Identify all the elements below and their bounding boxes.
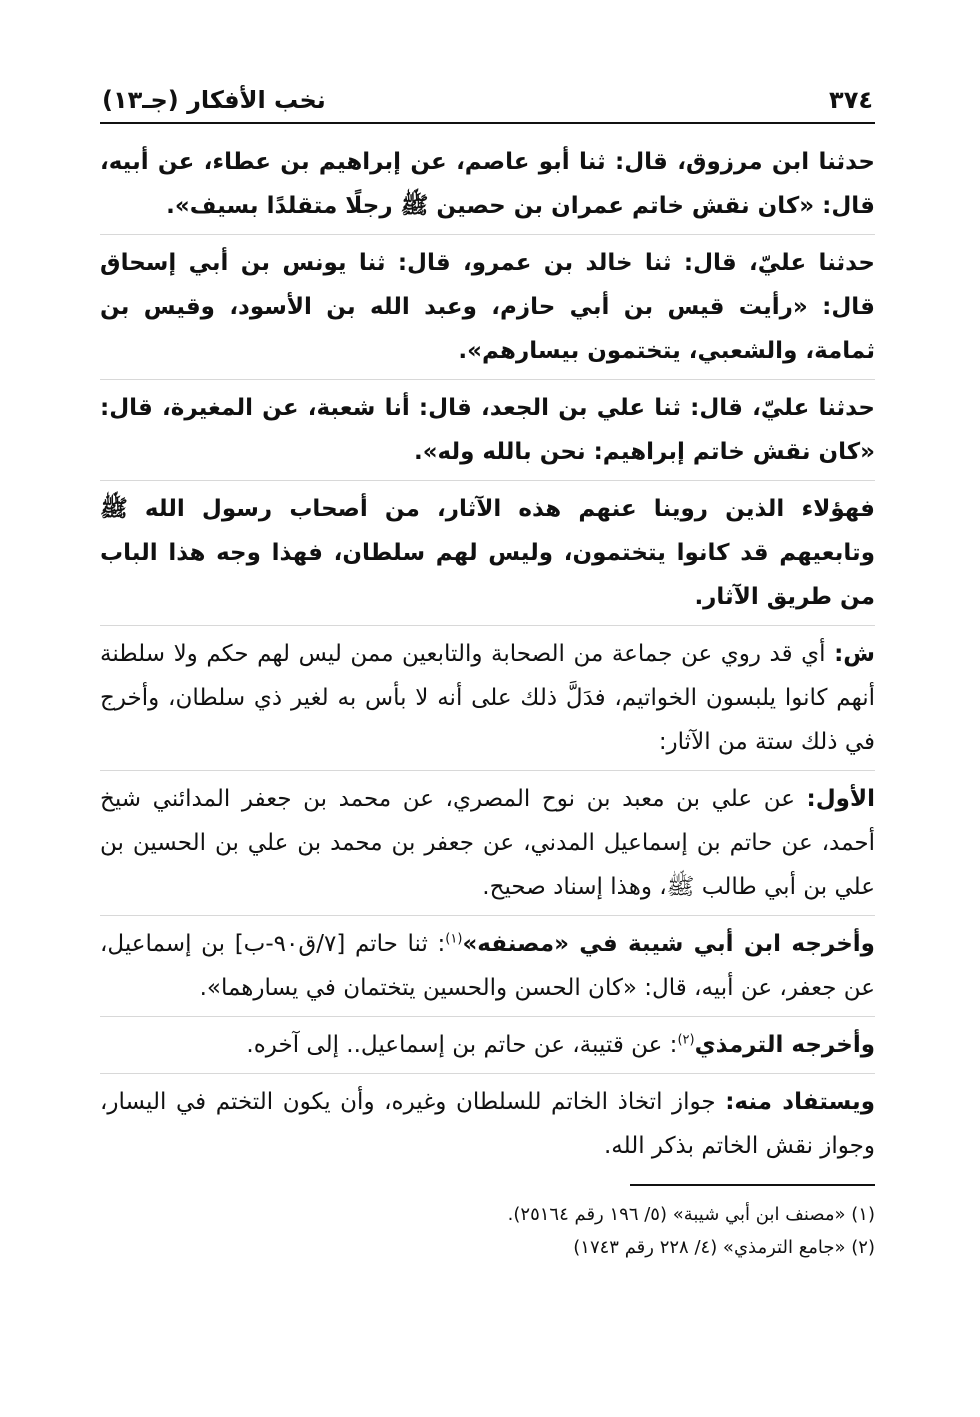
first-narration-paragraph	[100, 771, 875, 916]
book-title: نخب الأفكار (جـ١٣)	[102, 86, 326, 114]
footnote-ref[interactable]: (١)	[445, 931, 463, 947]
hadith-ali-khalid	[100, 235, 875, 380]
page-number: ٣٧٤	[829, 86, 873, 114]
paragraph-lead: ش:	[834, 641, 875, 667]
ibn-abi-shaybah-paragraph	[100, 916, 875, 1017]
footnote-ref[interactable]: (٢)	[677, 1032, 695, 1048]
paragraph-text: : ثنا حاتم [٧/ق٩٠-ب] بن إسماعيل، عن جعفر، عن أبيه، قال: «كان الحسن والحسين يتختمان في يسارهما».	[100, 931, 875, 1001]
footnotes	[100, 1198, 875, 1264]
commentary-paragraph	[100, 626, 875, 771]
footnote-2: (٢) «جامع الترمذي» (٤/ ٢٢٨ رقم ١٧٤٣)	[573, 1237, 875, 1258]
paragraph-text: حدثنا ابن مرزوق، قال: ثنا أبو عاصم، عن إبراهيم بن عطاء، عن أبيه، قال: «كان نقش خاتم عمران بن حصين ﷺ رجلًا متقلدًا بسيف».	[100, 149, 875, 219]
book-page	[100, 72, 875, 1264]
main-text	[100, 134, 875, 1174]
hadith-ibn-marzuq	[100, 134, 875, 235]
paragraph-text: فهؤلاء الذين روينا عنهم هذه الآثار، من أصحاب رسول الله ﷺ وتابعيهم قد كانوا يتختمون، وليس لهم سلطان، فهذا وجه هذا الباب من طريق الآثار.	[100, 496, 875, 610]
paragraph-text: حدثنا عليّ، قال: ثنا علي بن الجعد، قال: أنا شعبة، عن المغيرة، قال: «كان نقش خاتم إبراهيم: نحن بالله وله».	[100, 395, 875, 465]
paragraph-text: أي قد روي عن جماعة من الصحابة والتابعين ممن ليس لهم حكم ولا سلطنة أنهم كانوا يلبسون الخواتيم، فدَلَّ ذلك على أنه لا بأس به لغير ذي سلطان، وأخرج في ذلك ستة من الآثار:	[100, 641, 875, 755]
paragraph-lead: وأخرجه ابن أبي شيبة في «مصنفه»	[462, 931, 875, 957]
benefits-paragraph	[100, 1074, 875, 1174]
paragraph-text: حدثنا عليّ، قال: ثنا خالد بن عمرو، قال: ثنا يونس بن أبي إسحاق قال: «رأيت قيس بن أبي حازم، وعبد الله بن الأسود، وقيس بن ثمامة، والشعبي، يتختمون بيسارهم».	[100, 250, 875, 364]
hadith-ali-jaad	[100, 380, 875, 481]
paragraph-text: عن علي بن معبد بن نوح المصري، عن محمد بن جعفر المدائني شيخ أحمد، عن حاتم بن إسماعيل المدني، عن جعفر بن محمد بن علي بن الحسين بن علي بن أبي طالب ﷺ، وهذا إسناد صحيح.	[100, 786, 875, 900]
footnote-1: (١) «مصنف ابن أبي شيبة» (٥/ ١٩٦ رقم ٢٥١٦٤).	[507, 1204, 875, 1225]
tirmidhi-paragraph	[100, 1017, 875, 1074]
paragraph-text: جواز اتخاذ الخاتم للسلطان وغيره، وأن يكون التختم في اليسار، وجواز نقش الخاتم بذكر الله.	[100, 1089, 875, 1159]
paragraph-lead: الأول:	[806, 786, 875, 812]
paragraph-lead: وأخرجه الترمذي	[694, 1032, 875, 1058]
conclusion-paragraph	[100, 481, 875, 626]
footnote-divider	[630, 1184, 875, 1186]
paragraph-lead: ويستفاد منه:	[725, 1089, 875, 1115]
paragraph-text: : عن قتيبة، عن حاتم بن إسماعيل.. إلى آخره.	[246, 1032, 678, 1058]
page-header	[100, 72, 875, 120]
header-divider	[100, 122, 875, 124]
